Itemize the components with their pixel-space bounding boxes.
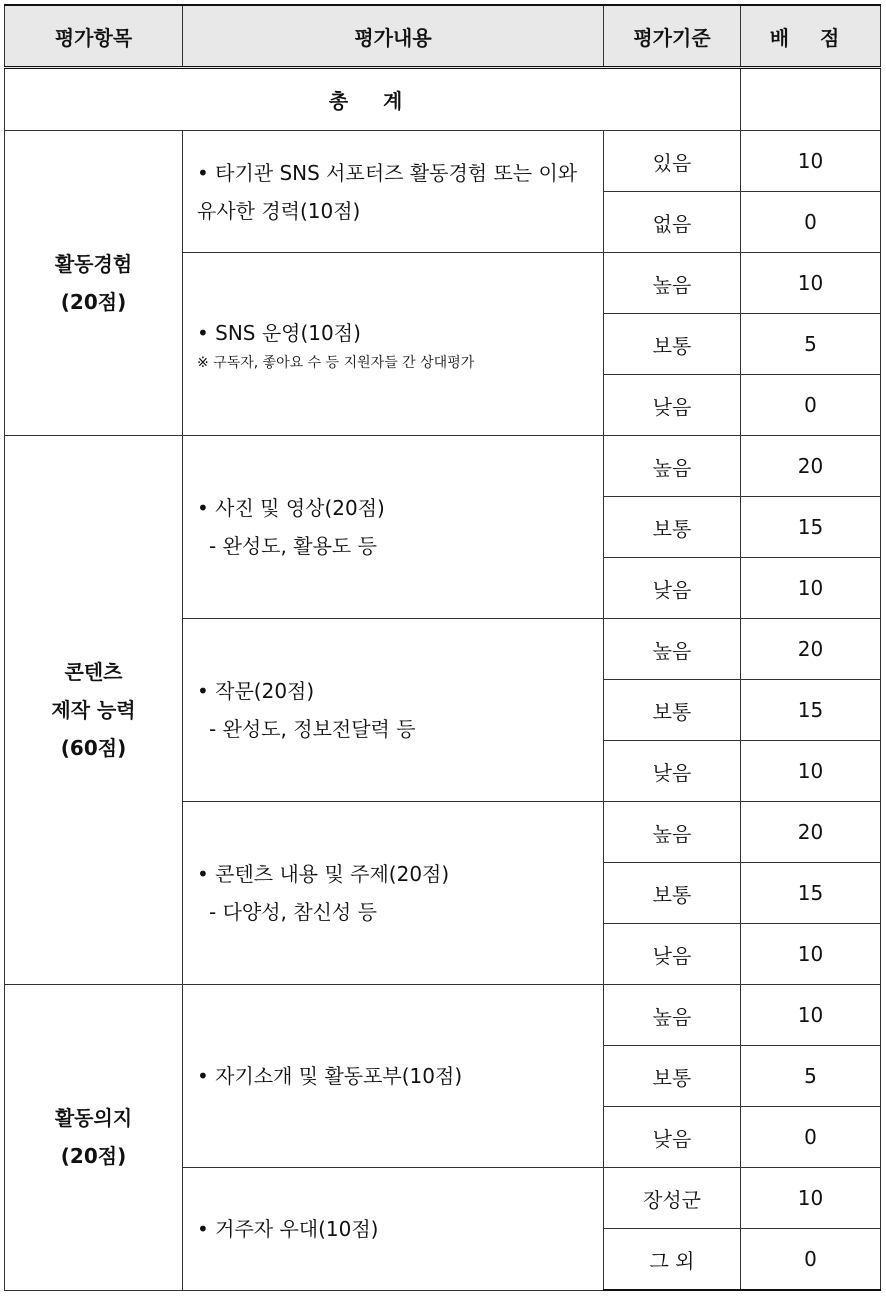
criteria-cell: 보통 xyxy=(604,314,741,375)
score-cell: 20 xyxy=(741,802,881,863)
category-line: 활동경험 xyxy=(54,252,133,276)
content-subtext: - 완성도, 정보전달력 등 xyxy=(209,717,416,741)
category-line: 활동의지 xyxy=(54,1106,133,1131)
content-subtext: - 완성도, 활용도 등 xyxy=(209,534,377,558)
criteria-cell: 보통 xyxy=(604,863,741,924)
category-line: 콘텐츠 xyxy=(64,660,123,684)
score-cell: 10 xyxy=(741,131,881,192)
content-text: • 작문(20점) xyxy=(197,679,315,703)
score-cell: 15 xyxy=(741,680,881,741)
score-cell: 20 xyxy=(741,436,881,497)
evaluation-table xyxy=(4,4,881,1291)
criteria-cell: 그 외 xyxy=(604,1229,741,1291)
criteria-cell: 높음 xyxy=(604,253,741,314)
category-cell xyxy=(5,436,183,985)
content-text: • 타기관 SNS 서포터즈 활동경험 또는 이와 유사한 경력(10점) xyxy=(197,160,578,223)
score-cell: 0 xyxy=(741,375,881,436)
score-cell: 15 xyxy=(741,497,881,558)
content-cell xyxy=(183,619,604,802)
category-cell xyxy=(5,985,183,1291)
header-row xyxy=(5,5,881,68)
score-cell: 0 xyxy=(741,192,881,253)
criteria-cell: 낮음 xyxy=(604,1107,741,1168)
content-text: • SNS 운영(10점) xyxy=(197,321,361,345)
criteria-cell: 보통 xyxy=(604,680,741,741)
content-cell xyxy=(183,436,604,619)
score-cell: 20 xyxy=(741,619,881,680)
score-cell: 5 xyxy=(741,314,881,375)
score-cell: 15 xyxy=(741,863,881,924)
score-cell: 10 xyxy=(741,741,881,802)
score-cell: 0 xyxy=(741,1229,881,1291)
table-row xyxy=(5,985,881,1046)
criteria-cell: 없음 xyxy=(604,192,741,253)
score-cell: 10 xyxy=(741,924,881,985)
content-cell xyxy=(183,131,604,253)
criteria-cell: 낮음 xyxy=(604,741,741,802)
criteria-cell: 높음 xyxy=(604,985,741,1046)
criteria-cell: 높음 xyxy=(604,802,741,863)
header-content: 평가내용 xyxy=(183,5,604,68)
score-cell: 10 xyxy=(741,253,881,314)
content-note: ※ 구독자, 좋아요 수 등 지원자들 간 상대평가 xyxy=(197,355,475,371)
score-cell: 0 xyxy=(741,1107,881,1168)
category-line: (20점) xyxy=(60,1144,127,1169)
criteria-cell: 낮음 xyxy=(604,375,741,436)
criteria-cell: 장성군 xyxy=(604,1168,741,1229)
total-row xyxy=(5,68,881,131)
content-text: • 자기소개 및 활동포부(10점) xyxy=(197,1064,463,1088)
table-row xyxy=(5,131,881,192)
table-row xyxy=(5,436,881,497)
header-criteria: 평가기준 xyxy=(604,5,741,68)
criteria-cell: 보통 xyxy=(604,497,741,558)
criteria-cell: 높음 xyxy=(604,619,741,680)
total-label: 총 계 xyxy=(5,68,741,131)
category-cell xyxy=(5,131,183,436)
category-line: (20점) xyxy=(60,290,127,314)
content-cell xyxy=(183,1168,604,1291)
content-cell xyxy=(183,985,604,1168)
content-text: • 사진 및 영상(20점) xyxy=(197,496,385,520)
header-category: 평가항목 xyxy=(5,5,183,68)
criteria-cell: 낮음 xyxy=(604,558,741,619)
category-line: (60점) xyxy=(60,736,127,760)
criteria-cell: 낮음 xyxy=(604,924,741,985)
score-cell: 5 xyxy=(741,1046,881,1107)
content-cell xyxy=(183,802,604,985)
criteria-cell: 있음 xyxy=(604,131,741,192)
category-line: 제작 능력 xyxy=(51,698,136,722)
score-cell: 10 xyxy=(741,1168,881,1229)
content-cell xyxy=(183,253,604,436)
score-cell: 10 xyxy=(741,985,881,1046)
header-score: 배 점 xyxy=(741,5,881,68)
total-score xyxy=(741,68,881,131)
criteria-cell: 보통 xyxy=(604,1046,741,1107)
score-cell: 10 xyxy=(741,558,881,619)
content-subtext: - 다양성, 참신성 등 xyxy=(209,900,377,924)
content-text: • 거주자 우대(10점) xyxy=(197,1216,379,1241)
criteria-cell: 높음 xyxy=(604,436,741,497)
content-text: • 콘텐츠 내용 및 주제(20점) xyxy=(197,862,450,886)
